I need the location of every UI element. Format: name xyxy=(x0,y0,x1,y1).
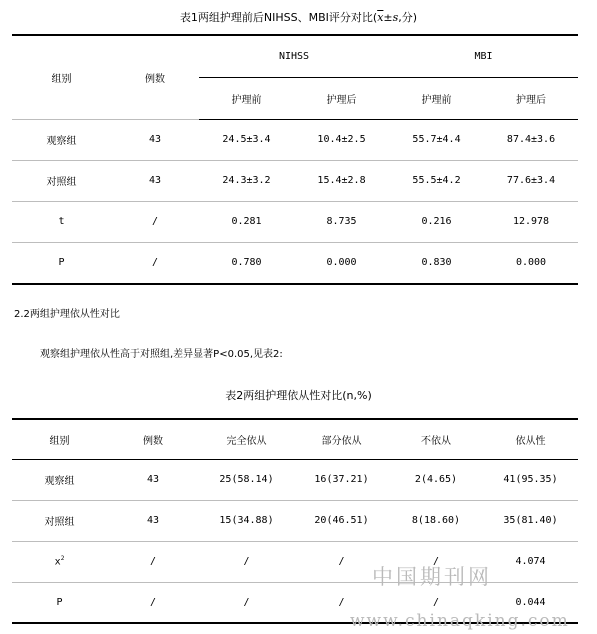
table2-cell: 16(37.21) xyxy=(294,459,389,500)
table2-cell: / xyxy=(199,541,294,582)
table1-subheader-cell: 护理后 xyxy=(484,77,578,119)
table2-row xyxy=(12,500,578,541)
table2-cell: 25(58.14) xyxy=(199,459,294,500)
table1-cell: 0.830 xyxy=(389,242,484,284)
table1-cell: 24.5±3.4 xyxy=(199,119,294,160)
table2-cell: / xyxy=(294,582,389,623)
table1-cell: 8.735 xyxy=(294,201,389,242)
table2-cell: 0.044 xyxy=(483,582,578,623)
table1-cell: 对照组 xyxy=(12,160,111,201)
plus-minus-symbol: ± xyxy=(383,11,393,24)
table2-cell: P xyxy=(12,582,107,623)
table1-header-row xyxy=(12,35,578,77)
chi-symbol: x xyxy=(54,556,61,568)
table2-cell: 20(46.51) xyxy=(294,500,389,541)
table2-header-cell: 不依从 xyxy=(389,419,483,459)
table1-cell: 观察组 xyxy=(12,119,111,160)
table1-cell: 43 xyxy=(111,119,199,160)
table1-subheader-cell: 护理后 xyxy=(294,77,389,119)
table2-row xyxy=(12,541,578,582)
table1-cell: 10.4±2.5 xyxy=(294,119,389,160)
table1-cell: P xyxy=(12,242,111,284)
table1-cell: 55.7±4.4 xyxy=(389,119,484,160)
table1-cell: t xyxy=(12,201,111,242)
table1-cell: / xyxy=(111,201,199,242)
table1-cell: 55.5±4.2 xyxy=(389,160,484,201)
table2-cell: 4.074 xyxy=(483,541,578,582)
table1-row xyxy=(12,201,578,242)
table2-header-cell: 完全依从 xyxy=(199,419,294,459)
table1-subheader-cell: 护理前 xyxy=(199,77,294,119)
table1-cell: 12.978 xyxy=(484,201,578,242)
table1-caption xyxy=(0,9,597,25)
watermark-url: www.chinaqking.com xyxy=(350,611,570,631)
table1-row xyxy=(12,160,578,201)
table2-cell: / xyxy=(294,541,389,582)
table2-header-cell: 部分依从 xyxy=(294,419,389,459)
watermark-chinese: 中国期刊网 xyxy=(372,565,492,589)
table2-cell: / xyxy=(389,582,483,623)
table2-cell: / xyxy=(107,582,199,623)
table1-caption-prefix: 表1两组护理前后NIHSS、MBI评分对比( xyxy=(179,11,378,24)
table2-cell: 41(95.35) xyxy=(483,459,578,500)
table1-subheader-cell: 护理前 xyxy=(389,77,484,119)
table2-cell: 2(4.65) xyxy=(389,459,483,500)
table1-header-group: 组别 xyxy=(51,73,72,85)
table2-row xyxy=(12,459,578,500)
table1-cell: 43 xyxy=(111,160,199,201)
sd-symbol: s xyxy=(392,11,399,24)
table2-header-cell: 依从性 xyxy=(483,419,578,459)
table2-header-cell: 组别 xyxy=(12,419,107,459)
table2-cell: 35(81.40) xyxy=(483,500,578,541)
table1-header-nihss: NIHSS xyxy=(278,50,310,62)
table1-cell: 77.6±3.4 xyxy=(484,160,578,201)
table2-cell: 观察组 xyxy=(12,459,107,500)
chi-superscript: 2 xyxy=(60,555,65,563)
table2-cell: / xyxy=(389,541,483,582)
table2-header-row xyxy=(12,419,578,459)
mean-symbol: $\overline{x}$ xyxy=(377,11,384,24)
table2-cell: 43 xyxy=(107,500,199,541)
table2-cell: 8(18.60) xyxy=(389,500,483,541)
table2-header-cell: 例数 xyxy=(107,419,199,459)
table2 xyxy=(12,418,578,624)
table1-caption-suffix: ,分) xyxy=(398,11,418,24)
table1-cell: 15.4±2.8 xyxy=(294,160,389,201)
table1-cell: 0.216 xyxy=(389,201,484,242)
table2-cell: / xyxy=(199,582,294,623)
table1-cell: / xyxy=(111,242,199,284)
table1-header-count: 例数 xyxy=(145,73,165,85)
table1-row xyxy=(12,242,578,284)
section-heading: 2.2两组护理依从性对比 xyxy=(14,309,120,320)
table2-cell: 15(34.88) xyxy=(199,500,294,541)
table2-cell-chi xyxy=(12,541,107,582)
table2-cell: / xyxy=(107,541,199,582)
table1-cell: 87.4±3.6 xyxy=(484,119,578,160)
table1-cell: 0.000 xyxy=(294,242,389,284)
table1 xyxy=(12,34,578,285)
table1-cell: 0.780 xyxy=(199,242,294,284)
table1-cell: 0.281 xyxy=(199,201,294,242)
table1-header-mbi: MBI xyxy=(474,50,493,62)
table2-cell: 43 xyxy=(107,459,199,500)
table1-cell: 0.000 xyxy=(484,242,578,284)
body-paragraph: 观察组护理依从性高于对照组,差异显著P<0.05,见表2: xyxy=(40,349,283,360)
table1-row xyxy=(12,119,578,160)
table2-cell: 对照组 xyxy=(12,500,107,541)
table2-caption: 表2两组护理依从性对比(n,%) xyxy=(225,389,372,402)
table1-cell: 24.3±3.2 xyxy=(199,160,294,201)
